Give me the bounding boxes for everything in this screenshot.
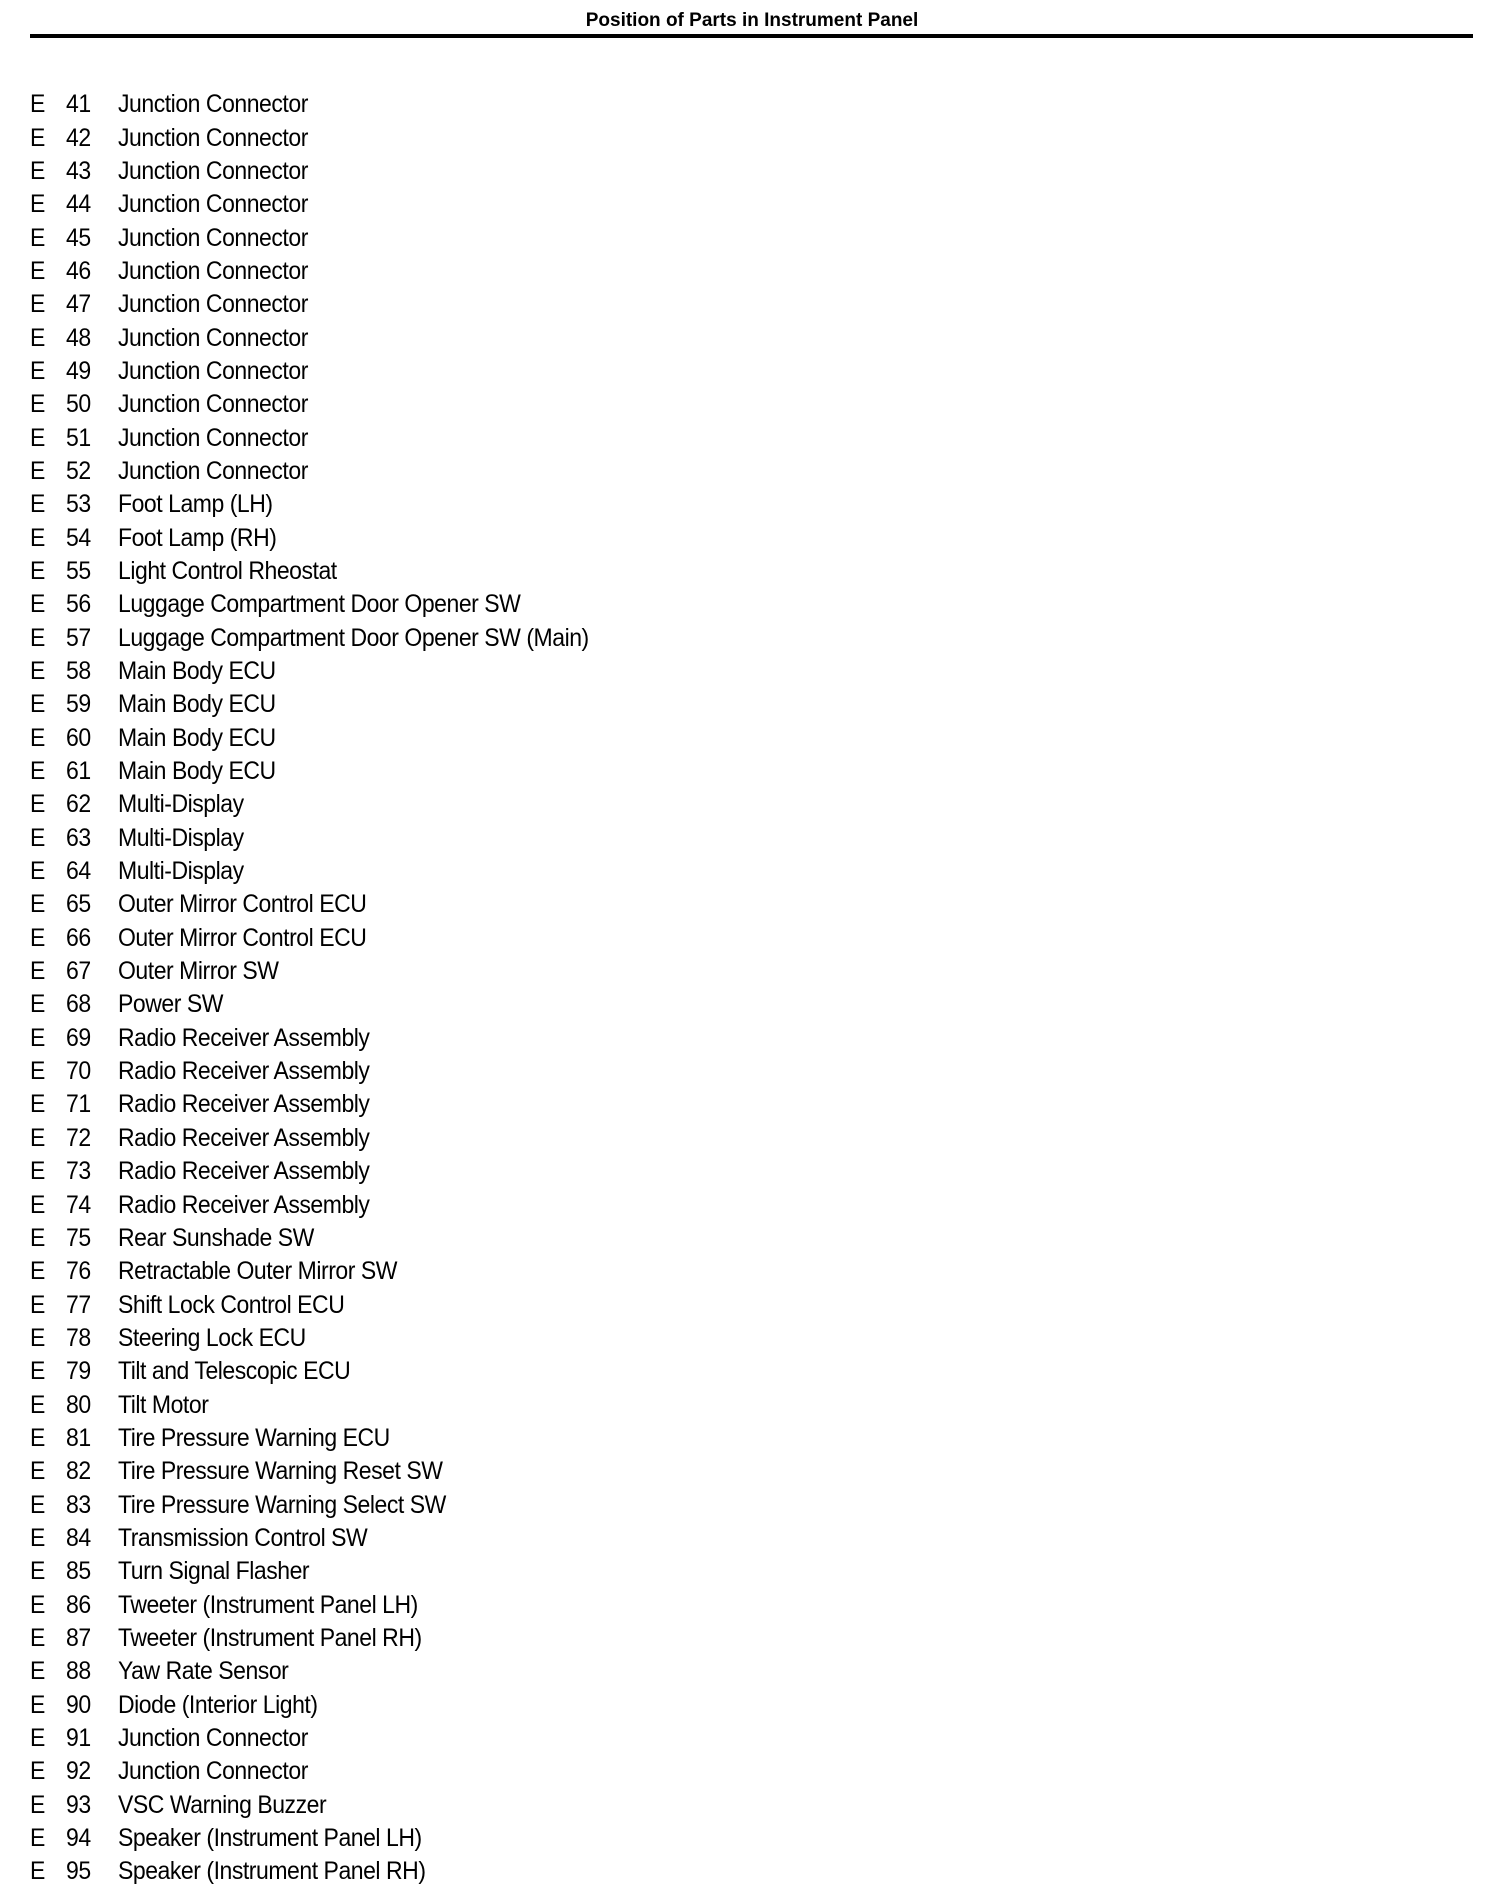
part-row: [30, 755, 630, 788]
title-divider: [30, 34, 1473, 38]
part-number: 83: [66, 1490, 91, 1519]
part-row: [30, 1689, 630, 1722]
part-row: [30, 1122, 630, 1155]
part-number: 72: [66, 1123, 91, 1152]
part-row: [30, 1088, 630, 1121]
part-row: [30, 1655, 630, 1688]
part-prefix: E: [30, 1490, 45, 1519]
part-number: 46: [66, 256, 91, 285]
part-row: [30, 355, 630, 388]
part-row: [30, 788, 630, 821]
part-row: [30, 1588, 630, 1621]
part-prefix: E: [30, 1523, 45, 1552]
part-number: 77: [66, 1290, 91, 1319]
part-number: 81: [66, 1423, 91, 1452]
part-number: 93: [66, 1790, 91, 1819]
part-name: Speaker (Instrument Panel LH): [118, 1824, 422, 1853]
part-row: [30, 1022, 630, 1055]
part-name: Light Control Rheostat: [118, 556, 337, 585]
part-name: Transmission Control SW: [118, 1523, 368, 1552]
part-prefix: E: [30, 1223, 45, 1252]
part-row: [30, 1322, 630, 1355]
part-row: [30, 555, 630, 588]
part-prefix: E: [30, 556, 45, 585]
part-name: Junction Connector: [118, 1724, 308, 1753]
part-number: 91: [66, 1724, 91, 1753]
part-row: [30, 1822, 630, 1855]
part-number: 56: [66, 590, 91, 619]
part-prefix: E: [30, 190, 45, 219]
part-number: 79: [66, 1357, 91, 1386]
part-prefix: E: [30, 857, 45, 886]
part-number: 48: [66, 323, 91, 352]
part-name: Luggage Compartment Door Opener SW (Main): [118, 623, 589, 652]
part-prefix: E: [30, 790, 45, 819]
part-row: [30, 1722, 630, 1755]
part-name: Main Body ECU: [118, 657, 276, 686]
part-row: [30, 1555, 630, 1588]
part-name: Speaker (Instrument Panel RH): [118, 1857, 426, 1886]
part-row: [30, 1622, 630, 1655]
page-title: Position of Parts in Instrument Panel: [585, 10, 919, 31]
part-prefix: E: [30, 256, 45, 285]
part-name: Shift Lock Control ECU: [118, 1290, 345, 1319]
part-row: [30, 1222, 630, 1255]
part-row: [30, 822, 630, 855]
part-prefix: E: [30, 890, 45, 919]
part-name: Junction Connector: [118, 90, 308, 119]
part-row: [30, 1855, 630, 1888]
part-number: 49: [66, 356, 91, 385]
part-number: 90: [66, 1690, 91, 1719]
part-name: Main Body ECU: [118, 757, 276, 786]
part-prefix: E: [30, 823, 45, 852]
part-number: 74: [66, 1190, 91, 1219]
part-number: 60: [66, 723, 91, 752]
part-row: [30, 688, 630, 721]
part-name: Junction Connector: [118, 356, 308, 385]
part-name: Retractable Outer Mirror SW: [118, 1257, 397, 1286]
part-prefix: E: [30, 523, 45, 552]
part-number: 58: [66, 657, 91, 686]
part-row: [30, 1055, 630, 1088]
part-prefix: E: [30, 1557, 45, 1586]
part-row: [30, 288, 630, 321]
part-name: Outer Mirror SW: [118, 957, 279, 986]
part-name: Junction Connector: [118, 456, 308, 485]
part-number: 63: [66, 823, 91, 852]
part-name: Junction Connector: [118, 123, 308, 152]
part-prefix: E: [30, 923, 45, 952]
part-number: 76: [66, 1257, 91, 1286]
part-row: [30, 1255, 630, 1288]
part-prefix: E: [30, 957, 45, 986]
part-prefix: E: [30, 490, 45, 519]
part-row: [30, 121, 630, 154]
part-name: Radio Receiver Assembly: [118, 1023, 370, 1052]
part-name: Radio Receiver Assembly: [118, 1057, 370, 1086]
part-prefix: E: [30, 456, 45, 485]
part-prefix: E: [30, 290, 45, 319]
part-prefix: E: [30, 623, 45, 652]
part-row: [30, 455, 630, 488]
part-name: Tire Pressure Warning Reset SW: [118, 1457, 443, 1486]
part-row: [30, 1355, 630, 1388]
part-number: 85: [66, 1557, 91, 1586]
part-name: Diode (Interior Light): [118, 1690, 318, 1719]
part-number: 88: [66, 1657, 91, 1686]
part-row: [30, 1288, 630, 1321]
part-number: 95: [66, 1857, 91, 1886]
part-row: [30, 321, 630, 354]
part-row: [30, 622, 630, 655]
part-prefix: E: [30, 723, 45, 752]
part-number: 54: [66, 523, 91, 552]
part-prefix: E: [30, 657, 45, 686]
part-name: Multi-Display: [118, 823, 244, 852]
part-number: 70: [66, 1057, 91, 1086]
part-number: 52: [66, 456, 91, 485]
part-row: [30, 221, 630, 254]
part-number: 57: [66, 623, 91, 652]
part-row: [30, 188, 630, 221]
part-row: [30, 955, 630, 988]
part-number: 62: [66, 790, 91, 819]
part-prefix: E: [30, 1857, 45, 1886]
part-prefix: E: [30, 1657, 45, 1686]
part-prefix: E: [30, 423, 45, 452]
part-row: [30, 922, 630, 955]
part-number: 65: [66, 890, 91, 919]
part-row: [30, 1188, 630, 1221]
part-number: 47: [66, 290, 91, 319]
part-name: Outer Mirror Control ECU: [118, 890, 367, 919]
part-row: [30, 421, 630, 454]
part-row: [30, 1388, 630, 1421]
part-number: 50: [66, 390, 91, 419]
part-number: 75: [66, 1223, 91, 1252]
part-prefix: E: [30, 1623, 45, 1652]
part-name: Junction Connector: [118, 323, 308, 352]
part-number: 43: [66, 156, 91, 185]
part-name: Multi-Display: [118, 857, 244, 886]
part-row: [30, 1789, 630, 1822]
part-name: Multi-Display: [118, 790, 244, 819]
part-number: 66: [66, 923, 91, 952]
part-name: Junction Connector: [118, 156, 308, 185]
part-name: Junction Connector: [118, 256, 308, 285]
part-row: [30, 155, 630, 188]
part-row: [30, 988, 630, 1021]
part-prefix: E: [30, 1790, 45, 1819]
part-name: Yaw Rate Sensor: [118, 1657, 289, 1686]
part-number: 94: [66, 1824, 91, 1853]
part-prefix: E: [30, 156, 45, 185]
part-prefix: E: [30, 1724, 45, 1753]
part-row: [30, 1522, 630, 1555]
part-number: 86: [66, 1590, 91, 1619]
part-prefix: E: [30, 1257, 45, 1286]
part-row: [30, 588, 630, 621]
part-number: 80: [66, 1390, 91, 1419]
part-prefix: E: [30, 1090, 45, 1119]
part-prefix: E: [30, 990, 45, 1019]
part-name: Tilt Motor: [118, 1390, 209, 1419]
part-number: 45: [66, 223, 91, 252]
part-name: Foot Lamp (LH): [118, 490, 273, 519]
part-prefix: E: [30, 1157, 45, 1186]
part-name: Steering Lock ECU: [118, 1323, 306, 1352]
part-row: [30, 722, 630, 755]
part-number: 64: [66, 857, 91, 886]
part-number: 55: [66, 556, 91, 585]
part-number: 78: [66, 1323, 91, 1352]
part-name: Tire Pressure Warning ECU: [118, 1423, 390, 1452]
part-row: [30, 1488, 630, 1521]
part-prefix: E: [30, 1690, 45, 1719]
part-prefix: E: [30, 757, 45, 786]
part-name: Radio Receiver Assembly: [118, 1190, 370, 1219]
part-prefix: E: [30, 1057, 45, 1086]
part-row: [30, 1455, 630, 1488]
part-prefix: E: [30, 1457, 45, 1486]
part-prefix: E: [30, 90, 45, 119]
part-number: 42: [66, 123, 91, 152]
part-prefix: E: [30, 356, 45, 385]
part-name: Radio Receiver Assembly: [118, 1123, 370, 1152]
part-prefix: E: [30, 1590, 45, 1619]
part-prefix: E: [30, 1290, 45, 1319]
part-name: Foot Lamp (RH): [118, 523, 277, 552]
part-row: [30, 1755, 630, 1788]
part-prefix: E: [30, 1390, 45, 1419]
part-number: 61: [66, 757, 91, 786]
part-prefix: E: [30, 1757, 45, 1786]
part-row: [30, 88, 630, 121]
part-number: 92: [66, 1757, 91, 1786]
part-number: 87: [66, 1623, 91, 1652]
part-number: 51: [66, 423, 91, 452]
part-prefix: E: [30, 323, 45, 352]
part-prefix: E: [30, 1423, 45, 1452]
part-row: [30, 655, 630, 688]
part-number: 84: [66, 1523, 91, 1552]
part-prefix: E: [30, 1357, 45, 1386]
part-number: 73: [66, 1157, 91, 1186]
part-row: [30, 388, 630, 421]
part-prefix: E: [30, 123, 45, 152]
part-prefix: E: [30, 390, 45, 419]
part-name: Tire Pressure Warning Select SW: [118, 1490, 446, 1519]
part-number: 71: [66, 1090, 91, 1119]
part-row: [30, 1155, 630, 1188]
part-number: 82: [66, 1457, 91, 1486]
part-row: [30, 521, 630, 554]
part-name: Radio Receiver Assembly: [118, 1157, 370, 1186]
part-name: Luggage Compartment Door Opener SW: [118, 590, 521, 619]
part-prefix: E: [30, 690, 45, 719]
parts-list: [30, 88, 630, 1889]
part-row: [30, 855, 630, 888]
part-name: Rear Sunshade SW: [118, 1223, 314, 1252]
part-number: 41: [66, 90, 91, 119]
part-prefix: E: [30, 1123, 45, 1152]
part-number: 69: [66, 1023, 91, 1052]
part-name: Outer Mirror Control ECU: [118, 923, 367, 952]
part-number: 59: [66, 690, 91, 719]
part-prefix: E: [30, 1023, 45, 1052]
part-name: Radio Receiver Assembly: [118, 1090, 370, 1119]
part-name: Power SW: [118, 990, 223, 1019]
part-row: [30, 888, 630, 921]
part-name: Turn Signal Flasher: [118, 1557, 310, 1586]
part-row: [30, 255, 630, 288]
part-number: 67: [66, 957, 91, 986]
part-prefix: E: [30, 223, 45, 252]
part-name: VSC Warning Buzzer: [118, 1790, 327, 1819]
part-row: [30, 1422, 630, 1455]
part-row: [30, 488, 630, 521]
part-name: Junction Connector: [118, 190, 308, 219]
part-name: Junction Connector: [118, 223, 308, 252]
part-name: Junction Connector: [118, 1757, 308, 1786]
part-name: Tweeter (Instrument Panel LH): [118, 1590, 418, 1619]
part-number: 68: [66, 990, 91, 1019]
part-name: Junction Connector: [118, 390, 308, 419]
part-number: 44: [66, 190, 91, 219]
part-name: Junction Connector: [118, 290, 308, 319]
part-prefix: E: [30, 1824, 45, 1853]
part-name: Junction Connector: [118, 423, 308, 452]
part-name: Tilt and Telescopic ECU: [118, 1357, 351, 1386]
part-prefix: E: [30, 1190, 45, 1219]
part-prefix: E: [30, 590, 45, 619]
part-prefix: E: [30, 1323, 45, 1352]
part-name: Main Body ECU: [118, 723, 276, 752]
part-number: 53: [66, 490, 91, 519]
part-name: Main Body ECU: [118, 690, 276, 719]
part-name: Tweeter (Instrument Panel RH): [118, 1623, 422, 1652]
